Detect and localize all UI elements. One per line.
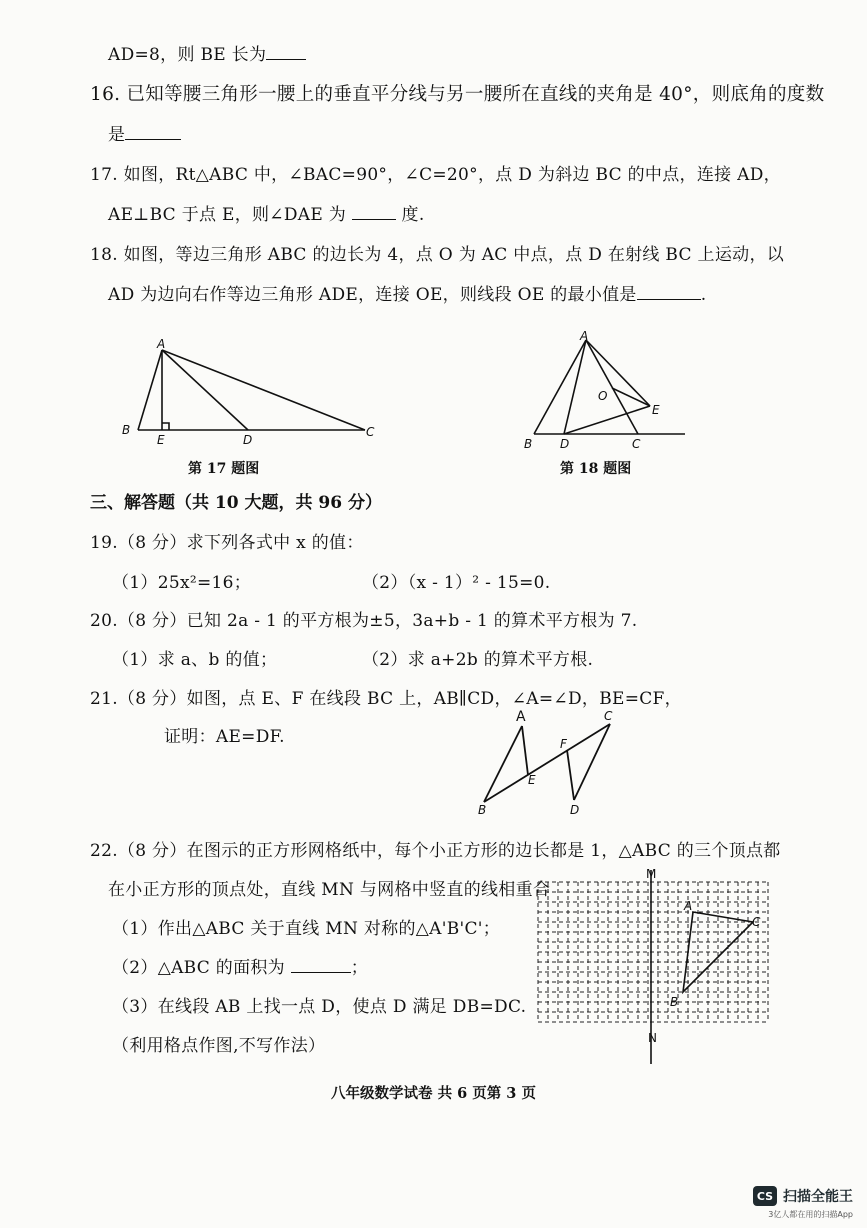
q18-line1 (90, 240, 784, 265)
q22-line1: 22.（8 分）在图示的正方形网格纸中，每个小正方形的边长都是 1，△ABC 的三个顶点都 (90, 841, 781, 861)
figure-18 (520, 330, 690, 450)
q19-part1: （1）25x²=16； (112, 573, 252, 593)
q17-line1 (90, 160, 781, 185)
q20-part2: （2）求 a+2b 的算术平方根. (362, 650, 594, 670)
q22-part3: （3）在线段 AB 上找一点 D，使点 D 满足 DB=DC. (112, 997, 527, 1017)
page-footer: 八年级数学试卷 共 6 页第 3 页 (331, 1085, 536, 1102)
figure-17 (120, 337, 380, 450)
fig21-label-d: D (570, 803, 580, 817)
q17-answer-blank (352, 204, 396, 220)
fig21-label-f: F (560, 737, 567, 751)
fig21-label-a: A (516, 709, 526, 725)
q15-tail-text: AD=8，则 BE 长为 (108, 45, 267, 65)
q21-proof: 证明：AE=DF. (164, 727, 285, 747)
q16-line2 (108, 120, 181, 145)
q20-line: 20.（8 分）已知 2a - 1 的平方根为±5，3a+b - 1 的算术平方根为 7. (90, 611, 638, 631)
q19-line (90, 528, 364, 553)
q16-line1 (90, 80, 824, 106)
q22-part2-text: （2）△ABC 的面积为 (112, 958, 285, 978)
q22-line2: 在小正方形的顶点处，直线 MN 与网格中竖直的线相重合 (108, 880, 551, 900)
fig18-label-o: O (598, 389, 608, 403)
q22-part1: （1）作出△ABC 关于直线 MN 对称的△A'B'C'； (112, 919, 501, 939)
watermark-subtitle: 3亿人都在用的扫描App (768, 1210, 853, 1219)
q15-answer-blank (266, 44, 306, 60)
fig17-label-b: B (122, 423, 131, 437)
q18-text-b: AD 为边向右作等边三角形 ADE，连接 OE，则线段 OE 的最小值是 (108, 285, 637, 305)
q17-text-b1: AE⊥BC 于点 E，则∠DAE 为 (108, 205, 347, 225)
fig21-label-b: B (478, 803, 487, 817)
fig17-side-ab (138, 350, 162, 430)
figure-22-grid (532, 866, 772, 1066)
q22-part2 (112, 953, 368, 978)
fig18-side-ac (586, 340, 638, 434)
watermark-name: 扫描全能王 (783, 1189, 853, 1205)
fig17-label-a: A (157, 337, 166, 351)
q16-text-a: 16. 已知等腰三角形一腰上的垂直平分线与另一腰所在直线的夹角是 40° (90, 84, 693, 105)
fig18-side-ad (564, 340, 586, 434)
q18-text-end: . (700, 285, 707, 305)
scanner-watermark (753, 1186, 853, 1206)
fig17-side-ac (162, 350, 365, 430)
fig22-label-b: B (670, 995, 679, 1009)
fig21-label-c: C (604, 709, 613, 723)
fig22-label-c: C (752, 915, 761, 929)
fig21-segment-ae (522, 726, 528, 775)
q16-answer-blank (125, 124, 181, 140)
fig17-label-c: C (366, 425, 375, 439)
fig18-label-d: D (560, 437, 570, 451)
fig18-label-c: C (632, 437, 641, 451)
q20-part1: （1）求 a、b 的值； (112, 650, 278, 670)
q18-line2 (108, 280, 706, 305)
fig18-label-e: E (652, 403, 660, 417)
fig18-label-b: B (524, 437, 533, 451)
q21-line: 21.（8 分）如图，点 E、F 在线段 BC 上，AB∥CD，∠A=∠D，BE=CF， (90, 689, 682, 709)
fig17-caption: 第 17 题图 (188, 461, 260, 477)
fig21-label-e: E (528, 773, 536, 787)
q17-text-a: 17. 如图，Rt△ABC 中，∠BAC=90°，∠C=20°，点 D 为斜边 BC 的中点，连接 AD， (90, 165, 781, 185)
q22-part2-end: ； (350, 958, 369, 978)
fig21-segment-fd (567, 750, 574, 800)
fig17-label-e: E (157, 433, 165, 447)
q16-text-b: 是 (108, 125, 126, 145)
fig18-label-a: A (580, 329, 589, 343)
q17-text-b2: 度. (401, 205, 425, 225)
fig18-side-de (564, 406, 650, 434)
q15-tail-line (108, 40, 306, 65)
q19-text: 19.（8 分）求下列各式中 x 的值： (90, 533, 364, 553)
q16-text-a2: ，则底角的度数 (692, 84, 825, 105)
q19-part2: （2）（x - 1）² - 15=0. (362, 573, 551, 593)
q22-note: （利用格点作图,不写作法） (112, 1036, 326, 1056)
fig22-label-a: A (684, 899, 693, 913)
fig18-side-ae (586, 340, 650, 406)
section-3-heading: 三、解答题（共 10 大题，共 96 分） (90, 493, 382, 513)
q17-line2 (108, 200, 425, 225)
q22-area-blank (291, 957, 351, 973)
fig18-side-ab (534, 340, 586, 434)
camscanner-logo-icon: CS (753, 1186, 777, 1206)
fig17-right-angle-mark (162, 423, 169, 430)
fig22-label-m: M (646, 867, 657, 881)
fig17-label-d: D (243, 433, 253, 447)
figure-21 (470, 708, 630, 818)
fig22-label-n: N (648, 1031, 657, 1045)
q18-text-a: 18. 如图，等边三角形 ABC 的边长为 4，点 O 为 AC 中点，点 D 在射线 BC 上运动，以 (90, 245, 785, 265)
q18-answer-blank (637, 284, 701, 300)
fig18-caption: 第 18 题图 (560, 461, 632, 477)
fig17-median-ad (162, 350, 248, 430)
